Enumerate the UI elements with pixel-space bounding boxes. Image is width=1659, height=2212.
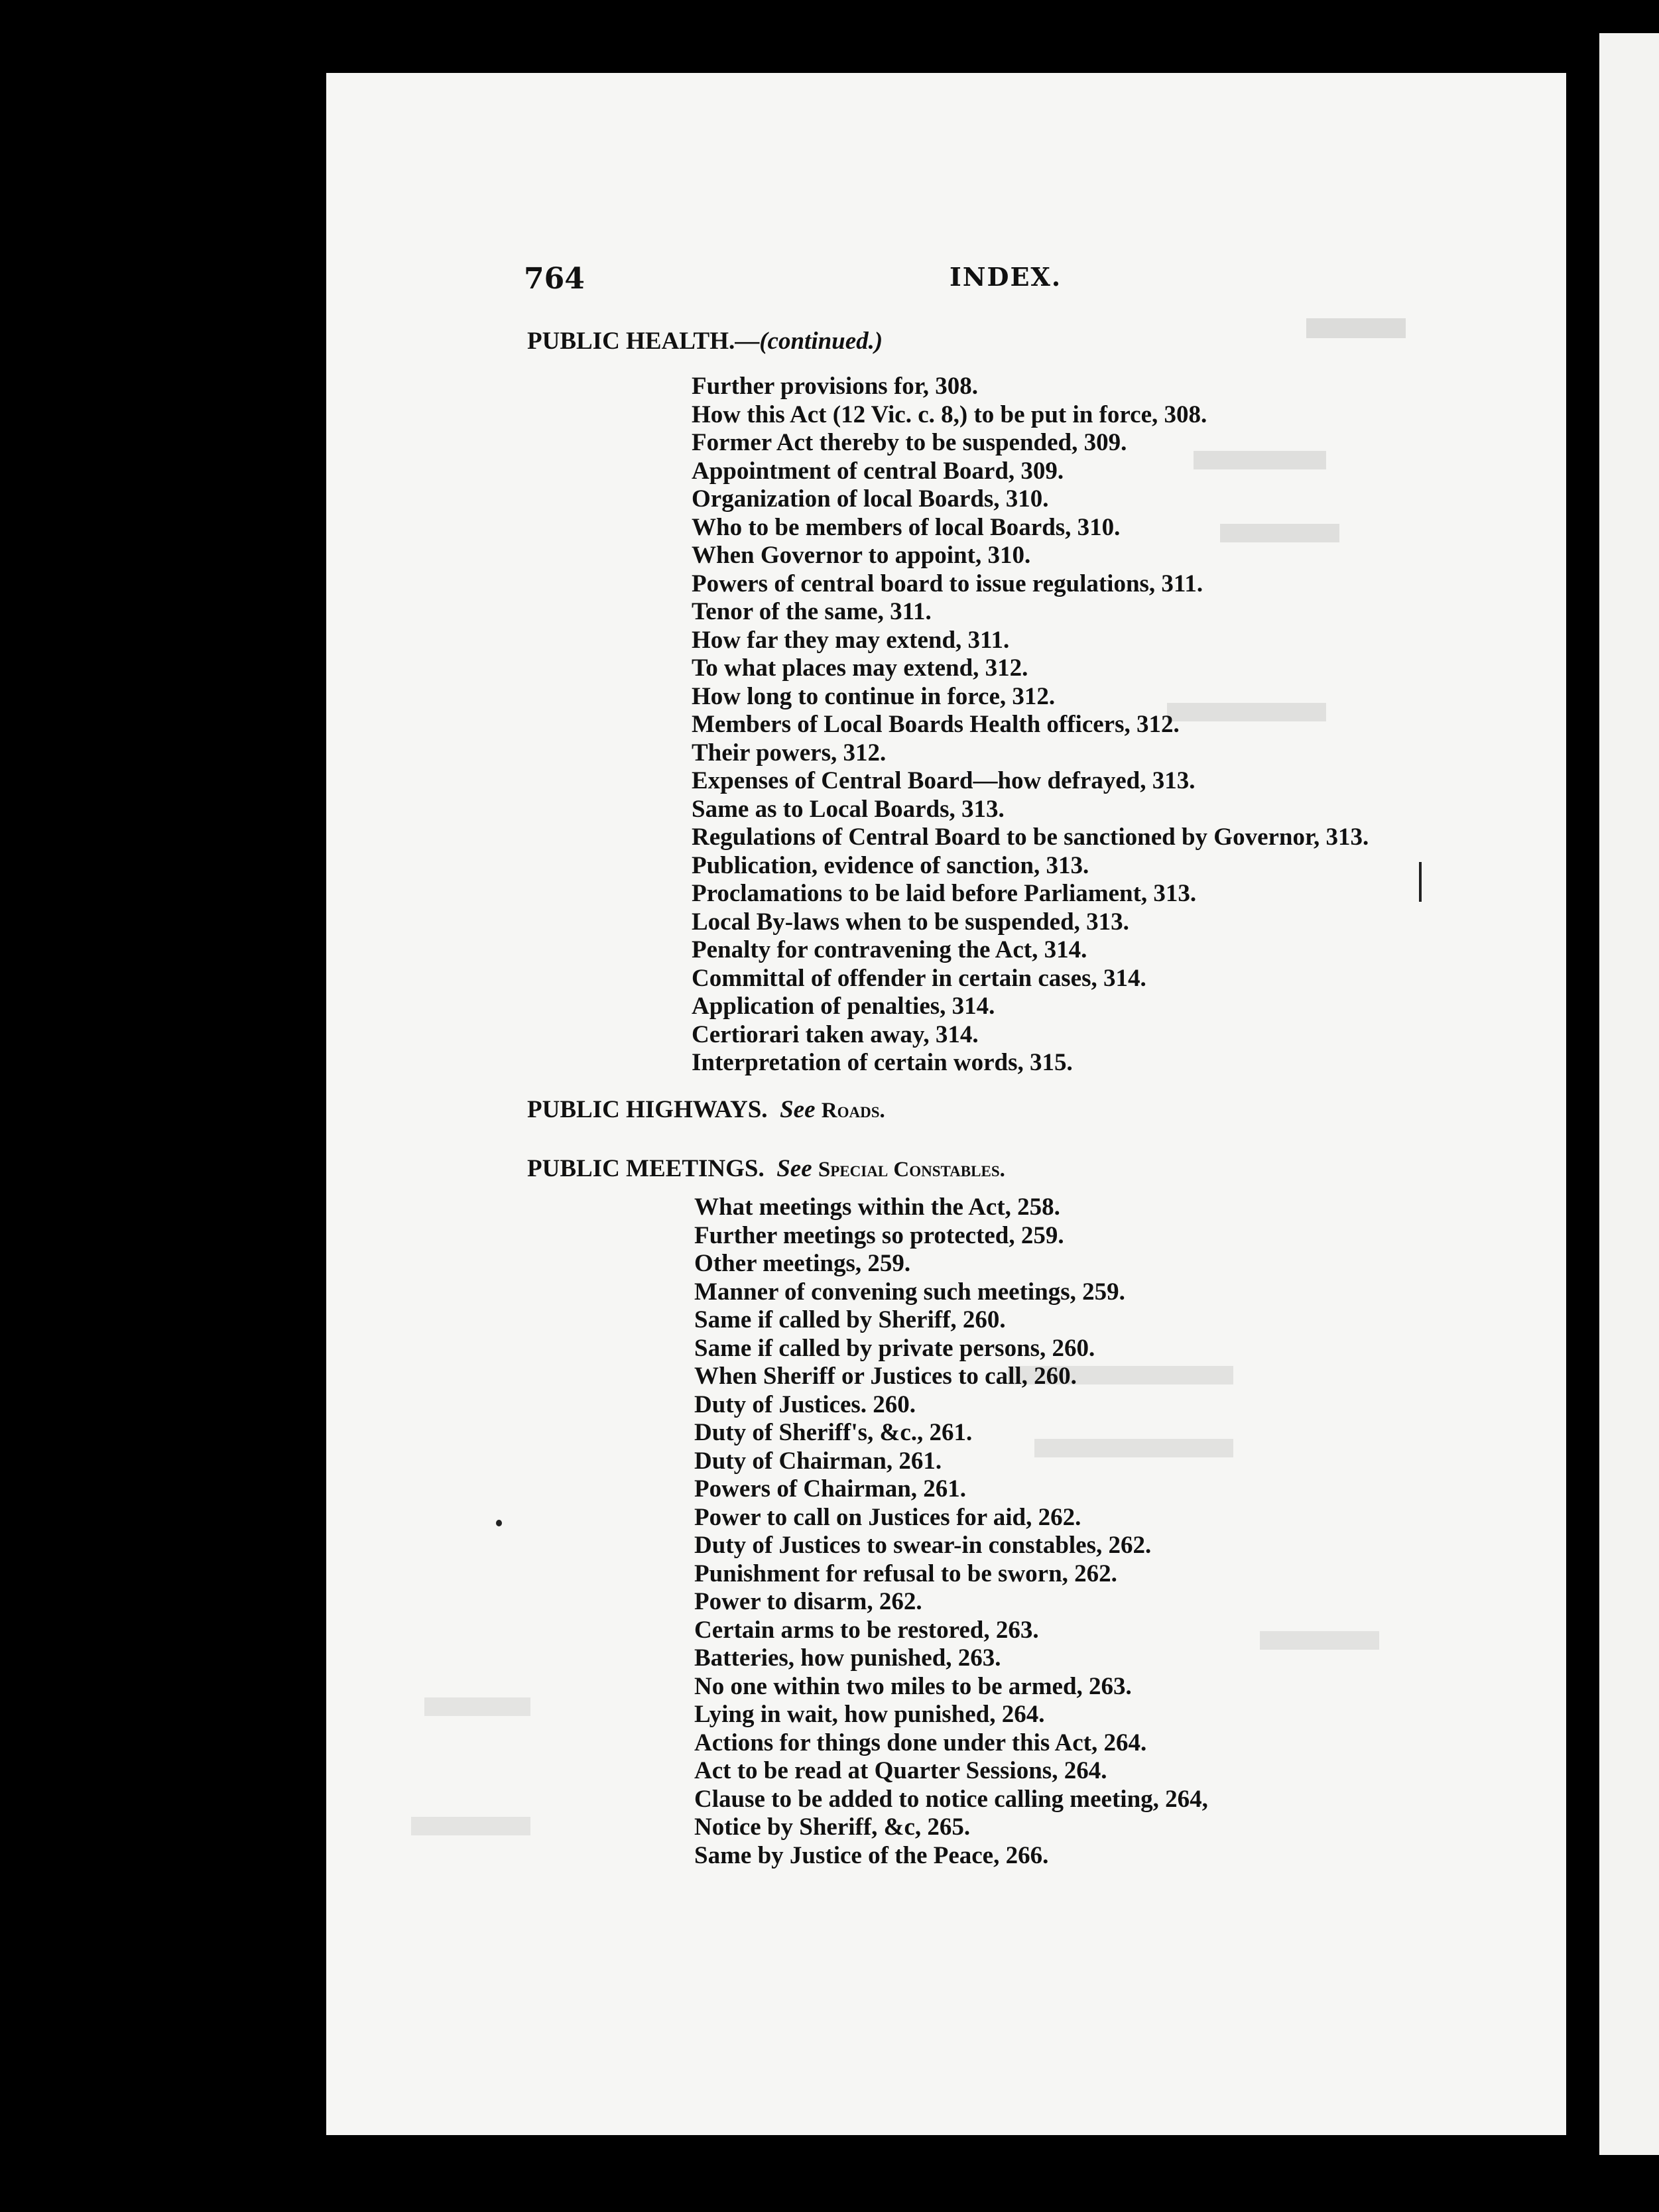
index-entry: Local By-laws when to be suspended, 313. [692, 908, 1129, 936]
index-entry: How this Act (12 Vic. c. 8,) to be put in force, 308. [692, 400, 1207, 428]
index-entry: Application of penalties, 314. [692, 993, 995, 1020]
index-entry: Same by Justice of the Peace, 266. [694, 1841, 1049, 1869]
index-entry: Actions for things done under this Act, 264. [694, 1729, 1147, 1756]
index-entry: Powers of Chairman, 261. [694, 1475, 967, 1503]
index-entry: Tenor of the same, 311. [692, 598, 932, 625]
index-entry: Notice by Sheriff, &c, 265. [694, 1813, 971, 1841]
index-entry: Other meetings, 259. [694, 1250, 911, 1277]
index-entry: Who to be members of local Boards, 310. [692, 513, 1121, 541]
index-entry: Organization of local Boards, 310. [692, 485, 1049, 513]
index-entry: Expenses of Central Board—how defrayed, 313. [692, 767, 1196, 794]
index-entry: Their powers, 312. [692, 739, 887, 767]
see-label: See [776, 1155, 812, 1182]
entry-list-public-meetings [694, 1194, 1208, 1870]
section-heading-public-meetings [527, 1154, 1005, 1183]
index-entry: Power to call on Justices for aid, 262. [694, 1503, 1081, 1531]
page-number: 764 [524, 262, 585, 296]
section-title: PUBLIC HEALTH.— [527, 328, 760, 355]
index-entry: Lying in wait, how punished, 264. [694, 1701, 1045, 1728]
index-entry: To what places may extend, 312. [692, 654, 1028, 682]
running-head: INDEX. [950, 262, 1062, 292]
index-entry: Appointment of central Board, 309. [692, 457, 1064, 485]
index-entry: How long to continue in force, 312. [692, 682, 1056, 710]
index-entry: Publication, evidence of sanction, 313. [692, 851, 1089, 879]
index-entry: Manner of convening such meetings, 259. [694, 1278, 1125, 1306]
index-entry: Punishment for refusal to be sworn, 262. [694, 1560, 1117, 1587]
index-entry: Penalty for contravening the Act, 314. [692, 936, 1087, 963]
index-entry: When Governor to appoint, 310. [692, 542, 1031, 569]
scan-speck [1419, 862, 1422, 902]
index-entry: Members of Local Boards Health officers, 312. [692, 711, 1180, 738]
section-heading-public-highways [527, 1095, 885, 1124]
entry-list-public-health [692, 373, 1369, 1077]
index-entry: Duty of Sheriff's, &c., 261. [694, 1419, 973, 1446]
index-entry: Batteries, how punished, 263. [694, 1644, 1001, 1672]
index-entry: When Sheriff or Justices to call, 260. [694, 1363, 1077, 1390]
index-entry: Committal of offender in certain cases, 314. [692, 964, 1146, 992]
index-entry: Same if called by Sheriff, 260. [694, 1306, 1006, 1333]
index-entry: Clause to be added to notice calling meeting, 264, [694, 1785, 1208, 1813]
section-heading-public-health [527, 327, 883, 355]
index-entry: Further provisions for, 308. [692, 373, 979, 400]
section-title: PUBLIC HIGHWAYS. [527, 1096, 768, 1123]
index-entry: Duty of Justices to swear-in constables, 262. [694, 1532, 1152, 1559]
index-entry: Duty of Justices. 260. [694, 1390, 916, 1418]
index-entry: Powers of central board to issue regulations, 311. [692, 570, 1203, 597]
section-note: (continued.) [759, 328, 883, 355]
see-label: See [780, 1096, 816, 1123]
section-title: PUBLIC MEETINGS. [527, 1155, 765, 1182]
index-entry: Power to disarm, 262. [694, 1588, 922, 1615]
cross-reference: Special Constables. [818, 1158, 1005, 1182]
index-entry: Certiorari taken away, 314. [692, 1020, 979, 1048]
index-entry: Duty of Chairman, 261. [694, 1447, 942, 1475]
scan-speck [496, 1520, 502, 1526]
index-entry: Same if called by private persons, 260. [694, 1334, 1095, 1362]
index-entry: What meetings within the Act, 258. [694, 1194, 1060, 1221]
index-entry: Same as to Local Boards, 313. [692, 795, 1005, 823]
index-entry: Former Act thereby to be suspended, 309. [692, 429, 1127, 456]
index-entry: Interpretation of certain words, 315. [692, 1049, 1073, 1076]
cross-reference: Roads. [821, 1099, 885, 1123]
adjacent-page-edge [1599, 33, 1659, 2155]
index-entry: Certain arms to be restored, 263. [694, 1616, 1039, 1644]
index-entry: Proclamations to be laid before Parliament, 313. [692, 880, 1197, 907]
index-entry: How far they may extend, 311. [692, 626, 1010, 654]
index-entry: Further meetings so protected, 259. [694, 1221, 1064, 1249]
index-entry: Regulations of Central Board to be sanctioned by Governor, 313. [692, 824, 1369, 851]
index-entry: No one within two miles to be armed, 263. [694, 1672, 1132, 1700]
index-entry: Act to be read at Quarter Sessions, 264. [694, 1757, 1107, 1784]
